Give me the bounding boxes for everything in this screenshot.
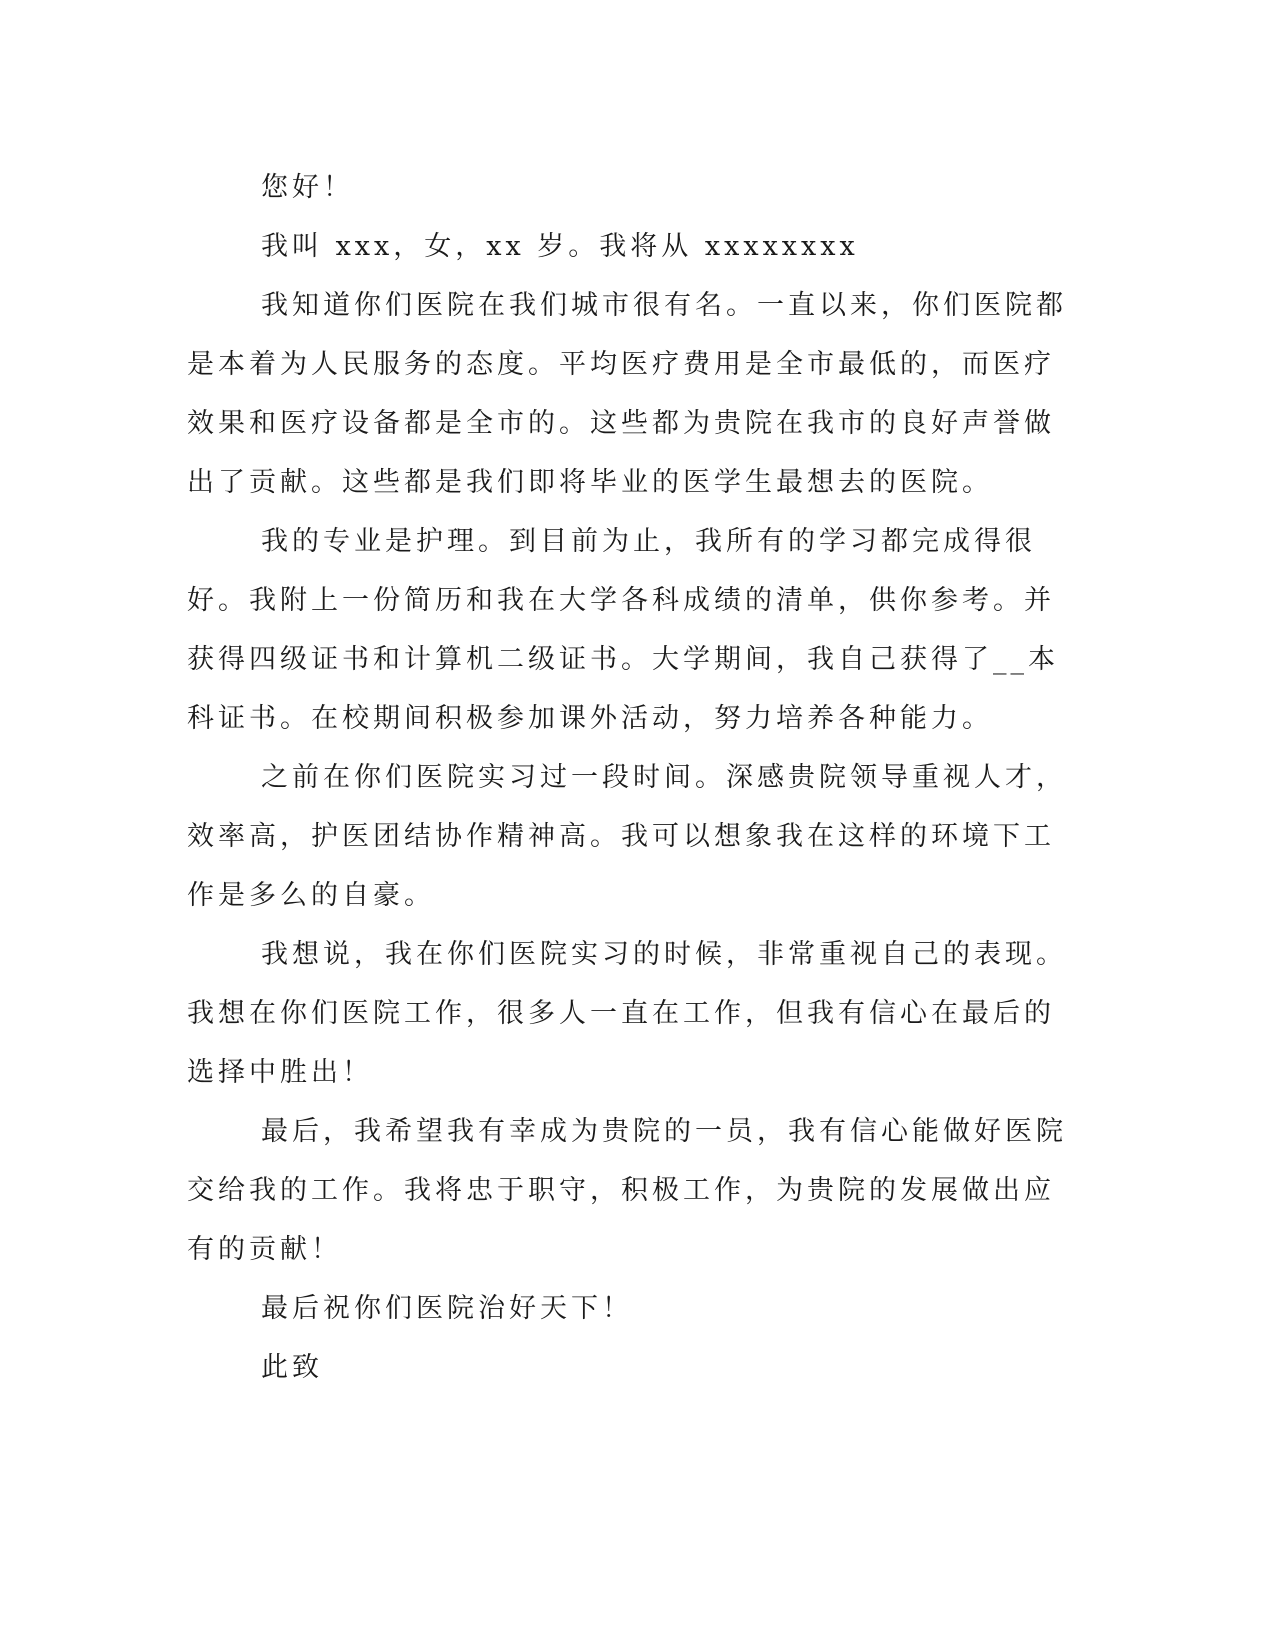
closing-wish: 最后祝你们医院治好天下！ — [261, 1293, 633, 1324]
letter-body — [187, 158, 1067, 1397]
paragraph-major-and-studies: 我的专业是护理。到目前为止，我所有的学习都完成得很好。我附上一份简历和我在大学各科成绩的清单，供你参考。并获得四级证书和计算机二级证书。大学期间，我自己获得了__本科证书。在校期间积极参加课外活动，努力培养各种能力。 — [187, 526, 1059, 734]
paragraph-internship: 之前在你们医院实习过一段时间。深感贵院领导重视人才，效率高，护医团结协作精神高。我可以想象我在这样的环境下工作是多么的自豪。 — [187, 762, 1067, 911]
paragraph-hope: 最后，我希望我有幸成为贵院的一员，我有信心能做好医院交给我的工作。我将忠于职守，积极工作，为贵院的发展做出应有的贡献！ — [187, 1116, 1067, 1265]
self-introduction: 我叫 xxx，女，xx 岁。我将从 xxxxxxxx — [261, 231, 859, 262]
paragraph-hospital-reputation: 我知道你们医院在我们城市很有名。一直以来，你们医院都是本着为人民服务的态度。平均医疗费用是全市最低的，而医疗效果和医疗设备都是全市的。这些都为贵院在我市的良好声誉做出了贡献。这些都是我们即将毕业的医学生最想去的医院。 — [187, 290, 1067, 498]
greeting: 您好！ — [261, 172, 354, 203]
paragraph-confidence: 我想说，我在你们医院实习的时候，非常重视自己的表现。我想在你们医院工作，很多人一直在工作，但我有信心在最后的选择中胜出！ — [187, 939, 1067, 1088]
closing-salutation: 此致 — [261, 1352, 323, 1383]
